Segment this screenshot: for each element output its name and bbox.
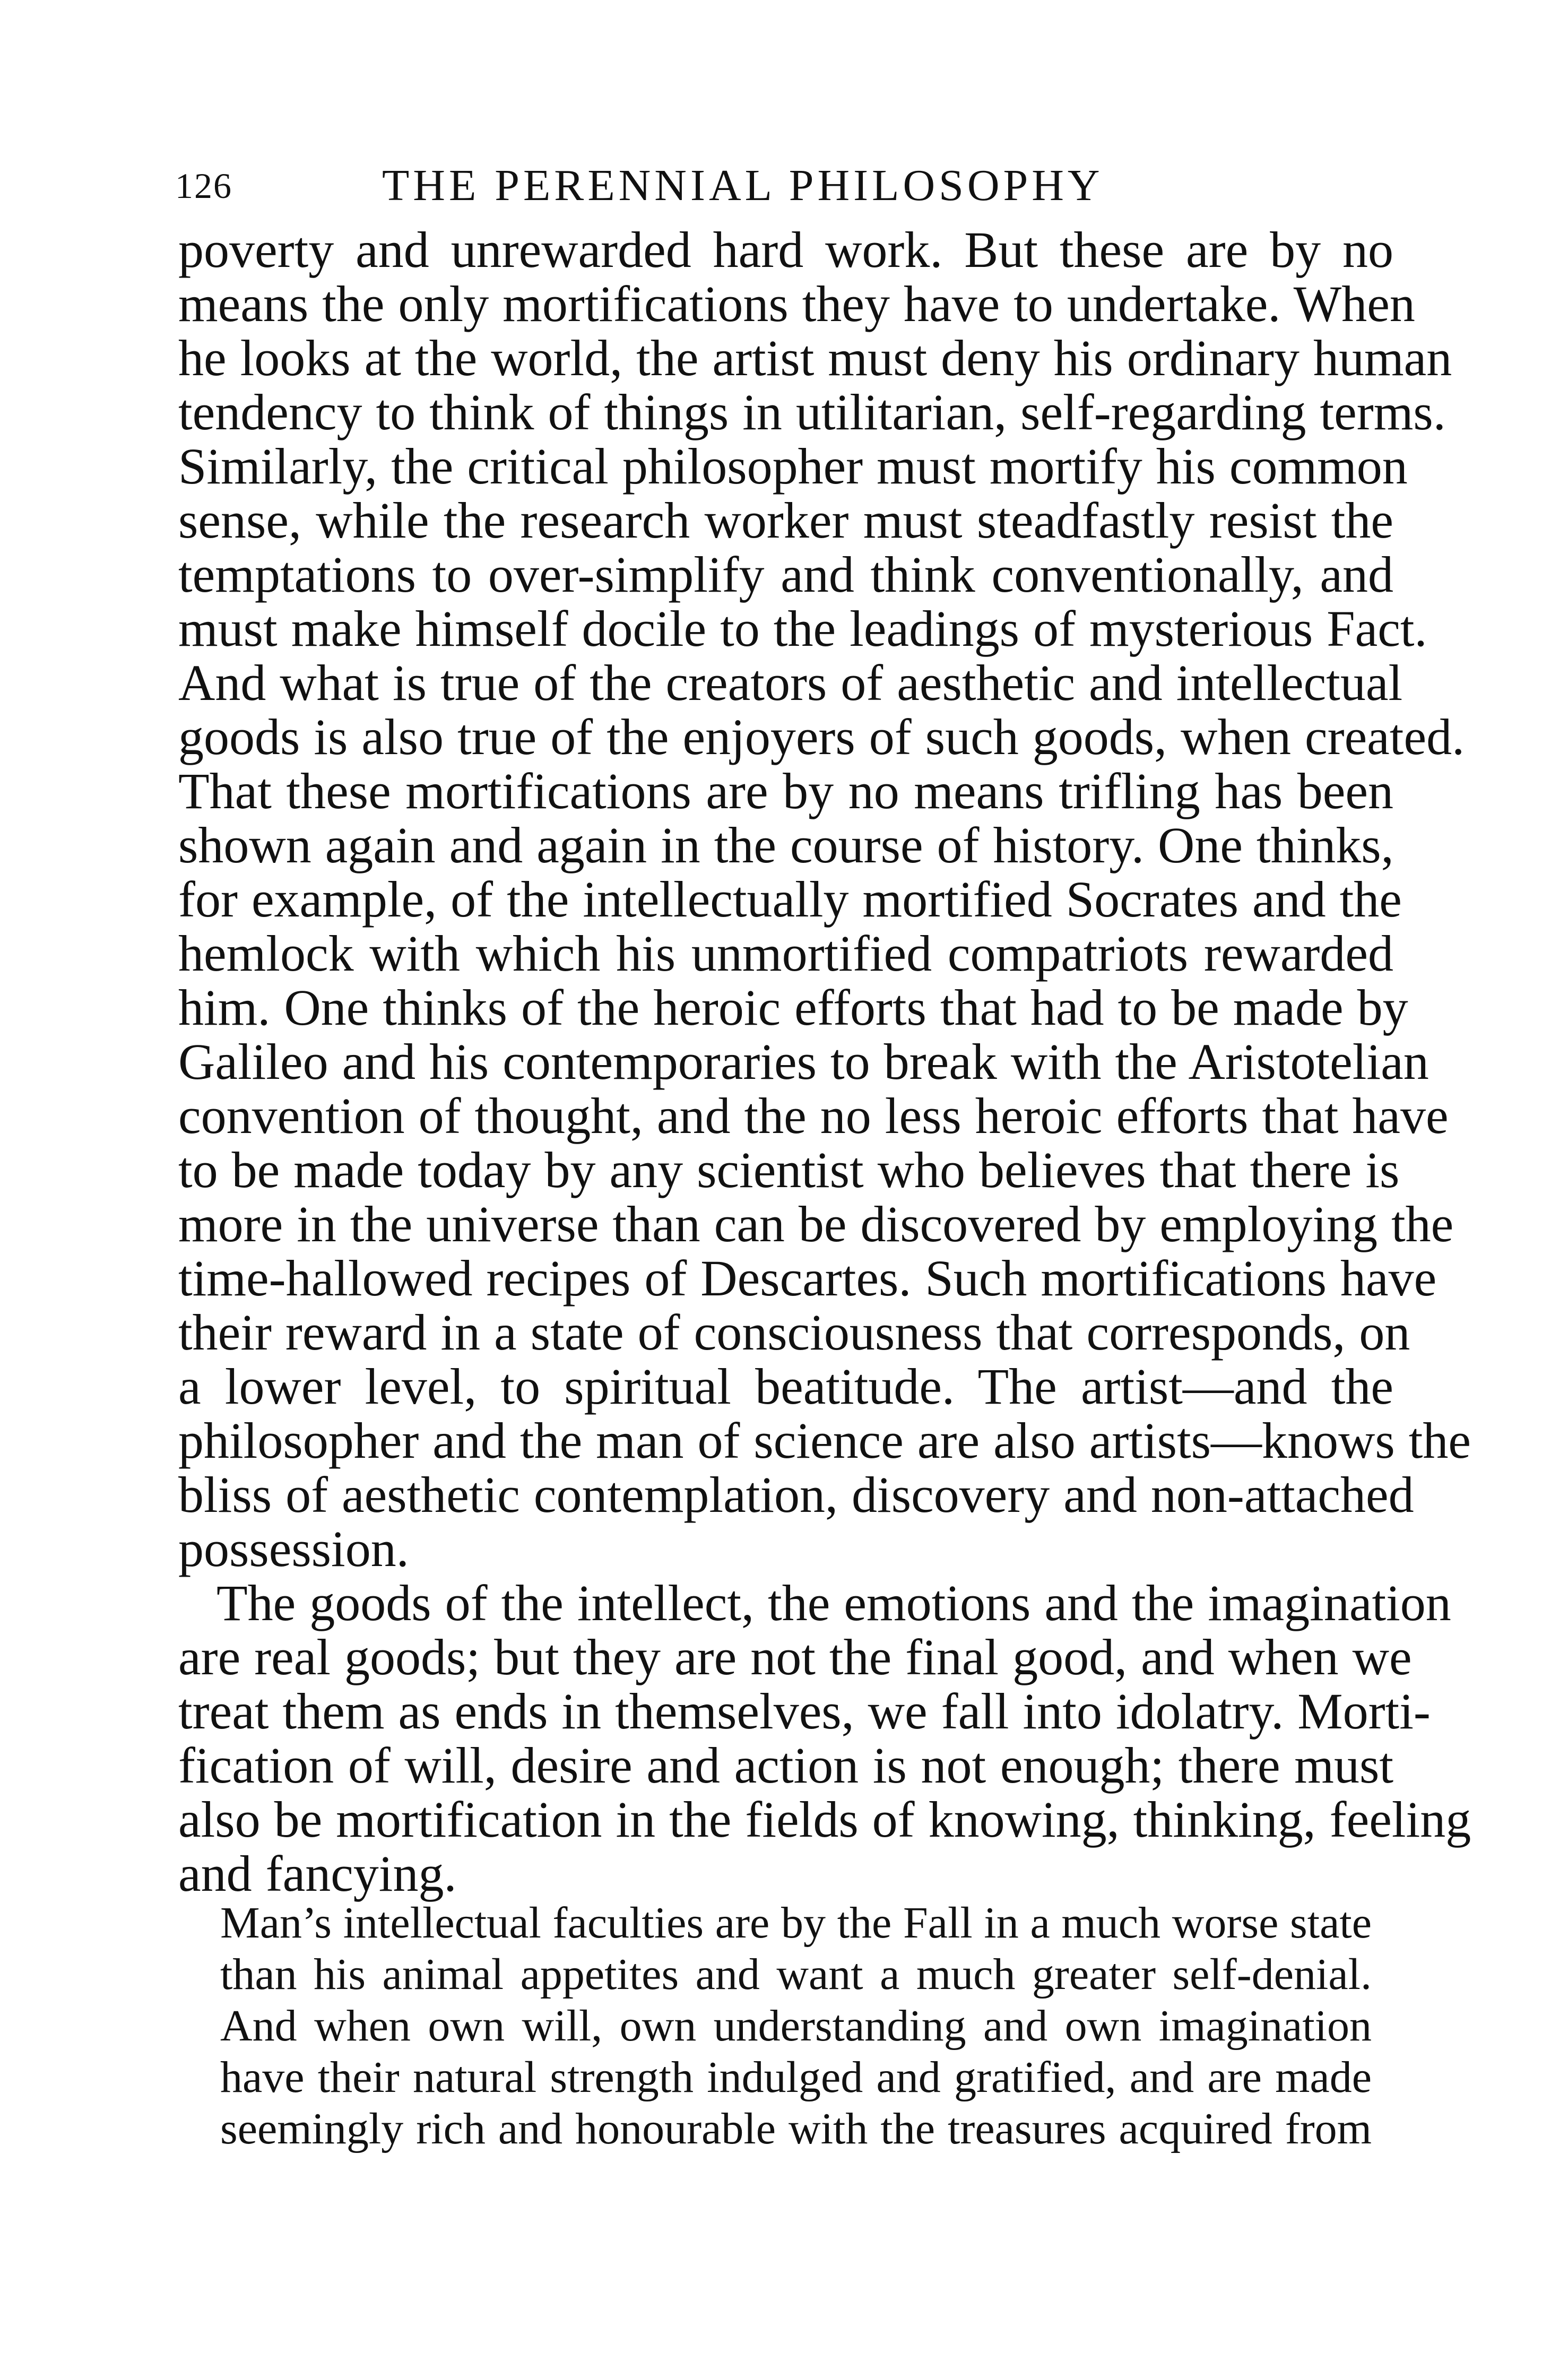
text-line: bliss of aesthetic contemplation, discovery and non-attached	[178, 1466, 1414, 1523]
text-line: possession.	[178, 1520, 409, 1577]
quote-line: have their natural strength indulged and gratified, and are made	[220, 2053, 1372, 2102]
text-line: for example, of the intellectually mortified Socrates and the	[178, 871, 1402, 928]
text-line: he looks at the world, the artist must deny his ordinary human	[178, 330, 1452, 386]
paragraph-2	[178, 1575, 1471, 1902]
text-line: Galileo and his contemporaries to break with the Aristotelian	[178, 1033, 1429, 1090]
body-text	[178, 221, 1471, 1902]
text-line: more in the universe than can be discovered by employing the	[178, 1196, 1454, 1252]
quote-line: Man’s intellectual faculties are by the Fall in a much worse state	[220, 1898, 1372, 1948]
text-line: And what is true of the creators of aesthetic and intellectual	[178, 654, 1403, 711]
running-title: THE PERENNIAL PHILOSOPHY	[382, 161, 1104, 210]
text-line: philosopher and the man of science are also artists—knows the	[178, 1412, 1471, 1469]
text-line: hemlock with which his unmortified compatriots rewarded	[178, 925, 1393, 982]
text-line: temptations to over-simplify and think conventionally, and	[178, 546, 1393, 603]
quote-line: seemingly rich and honourable with the treasures acquired from	[220, 2104, 1372, 2153]
text-line: Similarly, the critical philosopher must mortify his common	[178, 438, 1408, 495]
running-header	[175, 154, 1396, 218]
block-quote	[220, 1897, 1372, 2155]
text-line: shown again and again in the course of history. One thinks,	[178, 817, 1394, 873]
quote-line: And when own will, own understanding and own imagination	[220, 2001, 1372, 2051]
text-line: poverty and unrewarded hard work. But these are by no	[178, 221, 1393, 278]
text-line: goods is also true of the enjoyers of such goods, when created.	[178, 708, 1465, 765]
text-line: convention of thought, and the no less heroic efforts that have	[178, 1087, 1449, 1144]
text-line: That these mortifications are by no means trifling has been	[178, 763, 1393, 819]
text-line: treat them as ends in themselves, we fall into idolatry. Morti-	[178, 1683, 1431, 1740]
text-line: are real goods; but they are not the final good, and when we	[178, 1629, 1412, 1685]
quote-line: than his animal appetites and want a much greater self-denial.	[220, 1950, 1372, 1999]
text-line: him. One thinks of the heroic efforts that had to be made by	[178, 979, 1408, 1036]
text-line: means the only mortifications they have to undertake. When	[178, 275, 1415, 332]
text-line: to be made today by any scientist who believes that there is	[178, 1141, 1400, 1198]
text-line: a lower level, to spiritual beatitude. The artist—and the	[178, 1358, 1393, 1415]
text-line: tendency to think of things in utilitarian, self-regarding terms.	[178, 384, 1446, 440]
text-line: and fancying.	[178, 1845, 457, 1902]
text-line: also be mortification in the fields of knowing, thinking, feeling	[178, 1791, 1471, 1848]
text-line: must make himself docile to the leadings of mysterious Fact.	[178, 600, 1427, 657]
text-line: fication of will, desire and action is not enough; there must	[178, 1737, 1393, 1794]
text-line: time-hallowed recipes of Descartes. Such mortifications have	[178, 1250, 1437, 1307]
text-line: The goods of the intellect, the emotions and the imagination	[216, 1575, 1451, 1631]
paragraph-1	[178, 221, 1471, 1577]
text-line: sense, while the research worker must steadfastly resist the	[178, 492, 1393, 549]
page-number: 126	[175, 166, 232, 206]
text-line: their reward in a state of consciousness that corresponds, on	[178, 1304, 1410, 1361]
